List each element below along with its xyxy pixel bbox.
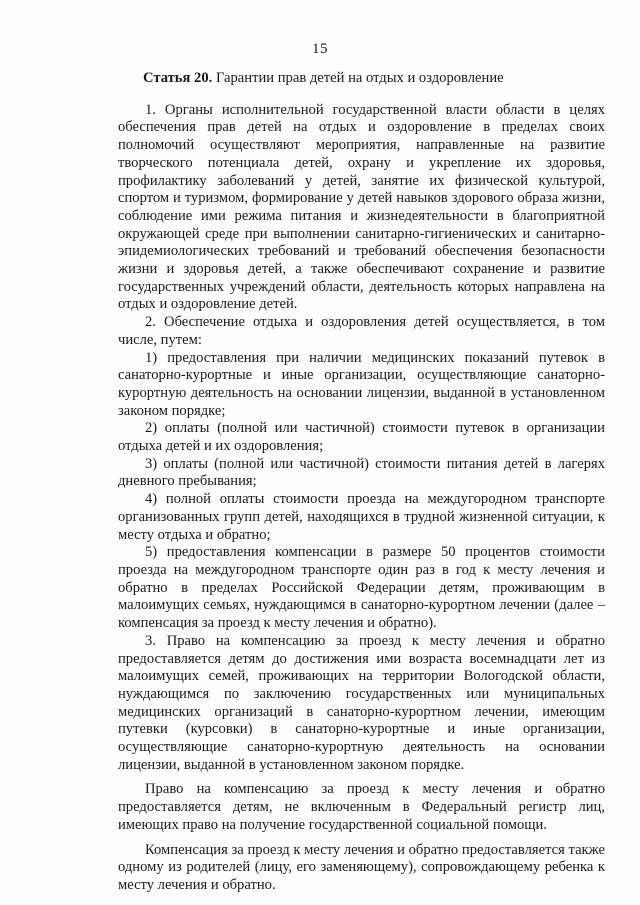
paragraph-4: Право на компенсацию за проезд к месту лечения и обратно предоставляется детям, не включенным в Федеральный регистр лиц, имеющих право на получение государственной социальной помощи. [118,781,605,833]
list-item-5: 5) предоставления компенсации в размере 50 процентов стоимости проезда на междугородном транспорте один раз в год к месту лечения и обратно в пределах Российской Федерации детям, проживающим в малоимущих семьях, нуждающимся в санаторно-курортном лечении (далее – компенсация за проезд к месту лечения и обратно). [118,544,605,632]
article-title: Гарантии прав детей на отдых и оздоровление [215,70,504,86]
document-body [118,70,605,895]
list-item-3: 3) оплаты (полной или частичной) стоимости питания детей в лагерях дневного пребывания; [118,455,605,490]
list-item-4: 4) полной оплаты стоимости проезда на междугородном транспорте организованных групп детей, находящихся в трудной жизненной ситуации, к месту отдыха и обратно; [118,491,605,543]
article-heading [118,70,605,88]
list-item-1: 1) предоставления при наличии медицинских показаний путевок в санаторно-курортные и иные организации, осуществляющие санаторно-курортную деятельность на основании лицензии, выданной в установленном законом порядке; [118,349,605,419]
paragraph-2: 2. Обеспечение отдыха и оздоровления детей осуществляется, в том числе, путем: [118,314,605,348]
paragraph-1: 1. Органы исполнительной государственной власти области в целях обеспечения прав детей на отдых и оздоровление в пределах своих полномочий осуществляют мероприятия, направленные на развитие творческого потенциала детей, охрану и укрепление их здоровья, профилактику заболеваний у детей, занятие их физической культурой, спортом и туризмом, формирование у детей навыков здорового образа жизни, соблюдение ими режима питания и жизнедеятельности в благоприятной окружающей среде при выполнении санитарно-гигиенических и санитарно-эпидемиологических требований и требований обеспечения безопасности жизни и здоровья детей, а также обеспечивают сохранение и развитие государственных учреждений области, деятельность которых направлена на отдых и оздоровление детей. [118,101,605,313]
page-number: 15 [312,41,328,57]
list-item-2: 2) оплаты (полной или частичной) стоимости путевок в организации отдыха детей и их оздоровления; [118,420,605,455]
paragraph-5: Компенсация за проезд к месту лечения и обратно предоставляется также одному из родителей (лицу, его заменяющему), сопровождающему ребенка к месту лечения и обратно. [118,841,605,893]
article-label: Статья 20. [143,70,213,86]
paragraph-3: 3. Право на компенсацию за проезд к месту лечения и обратно предоставляется детям до достижения ими возраста восемнадцати лет из малоимущих семей, проживающих на территории Вологодской области, нуждающимся по заключению государственных или муниципальных медицинских организаций в санаторно-курортном лечении, имеющим путевки (курсовки) в санаторно-курортные и иные организации, осуществляющие санаторно-курортную деятельность на основании лицензии, выданной в установленном законом порядке. [118,632,605,773]
